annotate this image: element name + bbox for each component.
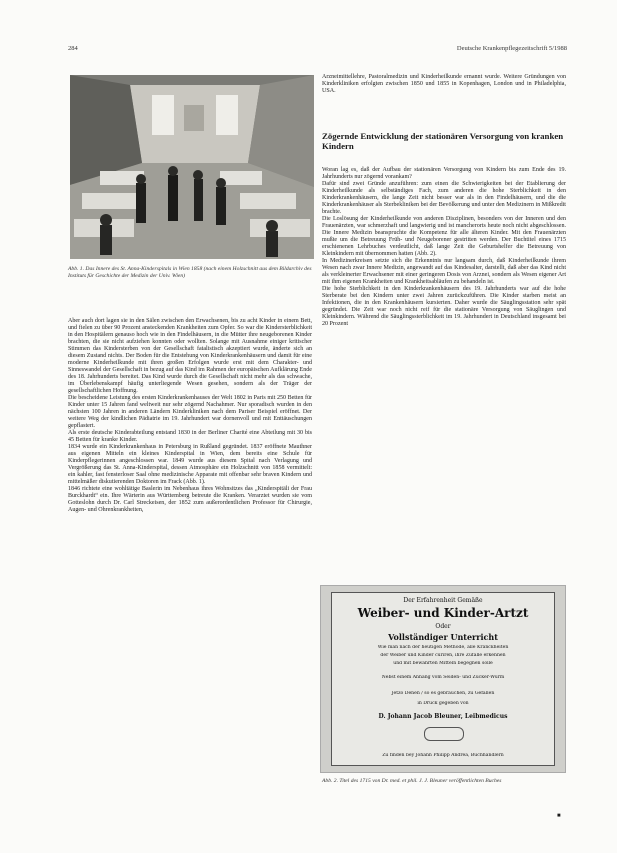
title-page-frame	[331, 592, 555, 766]
paragraph: In Medizinerkreisen setzte sich die Erkenntnis nur langsam durch, daß Kinderheilkunde ihrem Wesen nach zwar Innere Medizin, angewandt auf das Kindesalter, darstellt, daß aber das Kind nicht als verkleinerter Erwachsener mit einer geringeren Dosis von Arznei, sondern als Wesen eigener Art mit ihm eigenen Krankheiten und Krankheitsabläufen zu behandeln ist.	[322, 258, 566, 286]
printer-ornament	[424, 727, 464, 741]
paragraph: 1846 richtete eine wohltätige Baslerin im Nebenhaus ihres Wohnsitzes das „Kinderspitäli der Frau Burckhardt“ ein. Ihre Wärterin aus Württemberg betreute die Kranken. Verarztet wurden sie vom Gotteslohn durch Dr. Carl Streckeisen, der 1852 zum außerordentlichen Professor für Chirurgie, Augen- und Ohrenkrankheiten,	[68, 486, 312, 514]
paragraph: Arzneimittellehre, Pastoralmedizin und Kinderheilkunde ernannt wurde. Weitere Gründungen von Kinderkliniken erfolgten zwischen 1850 und 1855 in Kopenhagen, London und in Philadelphia, USA.	[322, 74, 566, 95]
title-line: in Druck gegeben von	[417, 701, 469, 706]
title-line: Der Erfahrenheit Gemäße	[403, 597, 483, 604]
section-heading: Zögernde Entwicklung der stationären Versorgung von kranken Kindern	[322, 131, 564, 151]
page-number: 284	[68, 45, 78, 52]
paragraph: Die bescheidene Leistung des ersten Kinderkrankenhauses der Welt 1802 in Paris mit 250 Betten für Kinder unter 15 Jahren fand weltweit nur sehr zögernd Nachahmer. Nur sporadisch wurden in den nächsten 100 Jahren in anderen Ländern Kinderkliniken nach dem Pariser Beispiel eröffnet. Der weitere Weg der kindlichen Pädiatrie im 19. Jahrhundert war dornenvoll und mit Enttäuschungen gepflastert.	[68, 395, 312, 430]
right-column	[322, 167, 566, 328]
title-line: Weiber- und Kinder-Artzt	[357, 606, 529, 620]
paragraph: 1834 wurde ein Kinderkrankenhaus in Petersburg in Rußland gegründet. 1837 eröffnete Mauthner aus eigenen Mitteln ein kleines Kinderspital in Wien, dem bereits eine Schule für Kinderpflegerinnen angeschlossen war. 1849 wurde aus diesem Spital nach Verlagung und Vergrößerung das St. Anna-Kinderspital, dessen Atmosphäre ein Holzschnitt von 1858 vermittelt: ein kahler, fast fensterloser Saal ohne medizinische Apparate mit offenbar sehr braven Kindern und mittelmäßer diskutierenden Doktoren im Frack (Abb. 1).	[68, 444, 312, 486]
title-line: Nebst einem Anhang vom Seiden- und Zucker-Wurm	[381, 675, 505, 680]
figure-1-caption: Abb. 1. Das Innere des St. Anna-Kinderspitals in Wien 1858 (nach einem Holzschnitt aus dem Bildarchiv des Instituts für Geschichte der Medizin der Univ. Wien)	[68, 266, 312, 279]
paragraph: Als erste deutsche Kinderabteilung entstand 1830 in der Berliner Charité eine Abteilung mit 30 bis 45 Betten für kranke Kinder.	[68, 430, 312, 444]
figure-2-book-title-page	[320, 585, 566, 773]
title-line: und mit bewährten Mitteln begegnen solle	[393, 661, 493, 666]
paragraph: Die Loslösung der Kinderheilkunde von anderen Disziplinen, besonders von der Inneren und den Frauenärzten, war schmerzhaft und langwierig und ist mancherorts heute noch nicht abgeschlossen. Die Innere Medizin beanspruchte die Kompetenz für alle älteren Kinder. Mit den Frauenärzten mußte um die Betreuung Früh- und Neugeborener gestritten werden. Der Buchtitel eines 1715 erschienenen Lehrbuches verdeutlicht, daß lange Zeit die Geburtshelfer die Betreuung von Kleinkindern mit übernommen hatten (Abb. 2).	[322, 216, 566, 258]
paragraph: Woran lag es, daß der Aufbau der stationären Versorgung von Kindern bis zum Ende des 19. Jahrhunderts nur zögernd vorankam?	[322, 167, 566, 181]
paragraph: Dafür sind zwei Gründe anzuführen: zum einen die Schwierigkeiten bei der Etablierung der Kinderheilkunde als selbständiges Fach, zum anderen die hohe Sterblichkeit in den Kinderkrankenhäusern, die lange Zeit nicht besser war als in den Findelhäusern, und die die Kinderkrankenhäuser als Sterbekliniken bei der Bevölkerung und unter den Medizinern in Mißkredit brachte.	[322, 181, 566, 216]
title-line: Zu finden bey Johann Philipp Andreä, Buchhändlern	[382, 753, 504, 758]
journal-title: Deutsche Krankenpflegezeitschrift 5/1988	[456, 45, 567, 52]
paragraph: Die hohe Sterblichkeit in den Kinderkrankenhäusern des 19. Jahrhunderts war auf die hohe Sterberate bei den Kindern unter zwei Jahren zurückzuführen. Die Kinder starben meist an Infektionen, die in den Krankenhäusern kursierten. Daher wurde die Säuglingsstation sehr spät gegründet. Die Zeit war noch nicht reif für die stationäre Versorgung von Säuglingen und Kleinkindern. Während die Säuglingssterblichkeit im 19. Jahrhundert in Deutschland insgesamt bei 20 Prozent	[322, 286, 566, 328]
left-column	[68, 318, 312, 514]
title-line: Wie man nach der heutigen Methode, alle Kranckheiten	[377, 645, 509, 650]
section-heading-block	[322, 131, 566, 151]
title-line: Oder	[435, 623, 451, 630]
running-header	[68, 45, 567, 57]
title-line: Vollständiger Unterricht	[388, 632, 498, 642]
page-end-mark: ■	[557, 813, 561, 819]
title-line: der Weiber und Kinder curiren, ihre Zufälle erkennen	[380, 653, 506, 658]
title-line: Jetzo Denen / so es gebrauchen, zu Gefallen	[391, 691, 495, 696]
right-column-top	[322, 74, 566, 95]
hospital-ward-illustration	[70, 75, 314, 259]
paragraph: Aber auch dort lagen sie in den Sälen zwischen den Erwachsenen, bis zu acht Kinder in einem Bett, und fielen zu über 90 Prozent ansteckenden Krankheiten zum Opfer. So war die Kindersterblichkeit in den Hospitälern genauso hoch wie in den Findelhäusern, in die Mütter ihre neugeborenen Kinder brachten, die sie nicht aufziehen konnten oder wollten. Solange mit Ausnahme einiger kritischer Stimmen das Kindersterben von der Gesellschaft fatalistisch akzeptiert wurde, änderte sich an diesem Zustand nichts. Der Boden für die Entstehung von Kinderkrankenhäusern und damit für eine moderne Kinderheilkunde mit ihren großen Erfolgen wurde erst mit dem Charakter- und Sinneswandel der Gesellschaft in bezug auf das Kind im Rahmen der europäischen Aufklärung Ende des 18. Jahrhunderts bereitet. Das Kind wurde durch die Gesellschaft nicht mehr als das schwache, im Überlebenskampf häufig unterliegende Wesen gesehen, sondern als der Träger der gesellschaftlichen Hoffnung.	[68, 318, 312, 395]
figure-1-engraving	[70, 75, 314, 259]
title-line: D. Johann Jacob Bleuner, Leibmedicus	[378, 713, 508, 720]
figure-2-caption: Abb. 2. Titel des 1715 von Dr. med. et phil. J. J. Bleuner veröffentlichten Buches	[322, 778, 502, 784]
